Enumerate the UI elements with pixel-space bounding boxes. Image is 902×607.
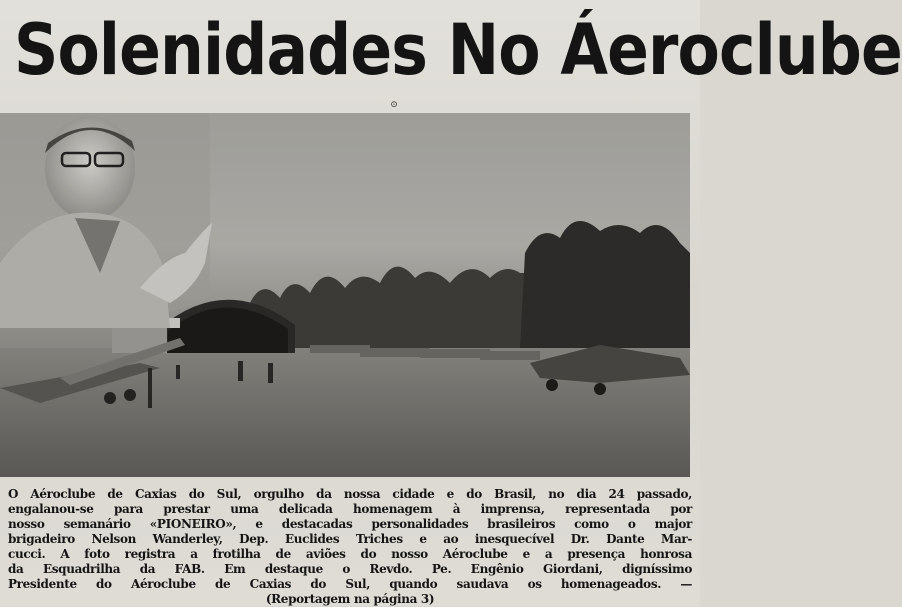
news-photo xyxy=(0,113,690,477)
caption-reference: (Reportagem na página 3) xyxy=(265,592,435,606)
ornament-icon: ⊙ xyxy=(390,100,398,110)
airfield-photo-illustration xyxy=(0,113,690,477)
caption-line: O Aéroclube de Caxias do Sul, orgulho da nossa cidade e do Brasil, no dia 24 passado, xyxy=(8,487,692,501)
caption-line: cucci. A foto registra a frotilha de aviões do nosso Aéroclube e a presença honrosa xyxy=(8,547,692,561)
caption-line: engalanou-se para prestar uma delicada homenagem à imprensa, representada por xyxy=(8,502,692,516)
caption-line: Presidente do Aéroclube de Caxias do Sul, quando saudava os homenageados. — xyxy=(8,577,692,591)
headline: Solenidades No Áeroclube xyxy=(14,9,902,91)
caption-line: nosso semanário «PIONEIRO», e destacadas personalidades brasileiros como o major xyxy=(8,517,692,531)
caption-line: brigadeiro Nelson Wanderley, Dep. Euclides Triches e ao inesquecível Dr. Dante Mar- xyxy=(8,532,692,546)
caption-line: da Esquadrilha da FAB. Em destaque o Revdo. Pe. Engênio Giordani, digníssimo xyxy=(8,562,692,576)
photo-caption xyxy=(8,487,692,606)
